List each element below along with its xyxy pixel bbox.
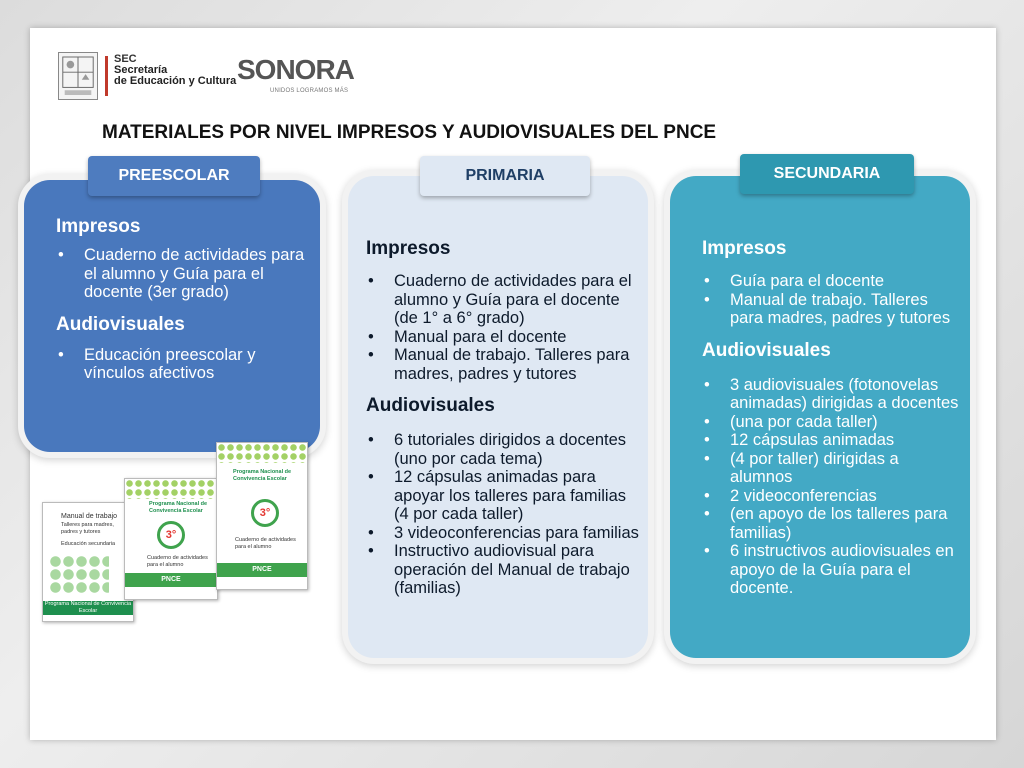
secundaria-impresos-heading: Impresos bbox=[702, 238, 787, 259]
secundaria-audiovisuales-heading: Audiovisuales bbox=[702, 339, 831, 361]
list-item: • Manual de trabajo. Talleres para madres, padres y tutores bbox=[702, 291, 962, 328]
sec-line1: Secretaría bbox=[114, 64, 168, 76]
book-label: PNCE bbox=[125, 573, 217, 587]
hexagon-pattern bbox=[49, 555, 109, 595]
sonora-wordmark: SONORA bbox=[237, 54, 354, 85]
state-crest-icon bbox=[58, 52, 98, 100]
list-item: • Guía para el docente bbox=[702, 272, 962, 291]
secundaria-audiovisuales-list bbox=[702, 376, 962, 598]
primaria-audiovisuales-heading: Audiovisuales bbox=[366, 395, 495, 416]
book-cover-manual-trabajo bbox=[42, 502, 134, 622]
book-caption: Cuaderno de actividades para el alumno bbox=[147, 555, 208, 568]
sec-abbr: SEC bbox=[114, 53, 137, 65]
list-item: • 6 tutoriales dirigidos a docentes bbox=[366, 431, 641, 450]
book-header: Programa Nacional de Convivencia Escolar bbox=[149, 501, 208, 514]
book-title: Manual de trabajo bbox=[61, 513, 118, 520]
list-item: • 12 cápsulas animadas para apoyar los talleres para familias (4 por cada taller) bbox=[366, 468, 641, 524]
secundaria-impresos-list bbox=[702, 272, 962, 328]
grade-badge: 3° bbox=[251, 499, 279, 527]
page-title: MATERIALES POR NIVEL IMPRESOS Y AUDIOVISUALES DEL PNCE bbox=[102, 122, 717, 143]
book-header: Programa Nacional de Convivencia Escolar bbox=[233, 469, 292, 482]
preescolar-audiovisuales-list bbox=[56, 346, 306, 383]
book-cover-cuaderno-primaria bbox=[124, 478, 218, 600]
list-item: • Instructivo audiovisual para operación del Manual de trabajo (familias) bbox=[366, 542, 641, 598]
list-item: • (en apoyo de los talleres para familias) bbox=[702, 505, 962, 542]
book-level: Educación secundaria bbox=[61, 541, 116, 547]
list-item: • 6 instructivos audiovisuales en apoyo de la Guía para el docente. bbox=[702, 542, 962, 598]
list-item: • Cuaderno de actividades para el alumno y Guía para el docente (de 1° a 6° grado) bbox=[366, 272, 641, 328]
list-item: • Manual de trabajo. Talleres para madres, padres y tutores bbox=[366, 346, 641, 383]
list-item: • 3 audiovisuales (fotonovelas animadas) dirigidas a docentes bbox=[702, 376, 962, 413]
book-subtitle: Talleres para madres, padres y tutores bbox=[61, 522, 114, 535]
primaria-impresos-heading: Impresos bbox=[366, 238, 451, 259]
grade-badge: 3° bbox=[157, 521, 185, 549]
sonora-logo bbox=[237, 54, 377, 98]
preescolar-impresos-heading: Impresos bbox=[56, 216, 141, 237]
list-item: • Cuaderno de actividades para el alumno y Guía para el docente (3er grado) bbox=[56, 246, 306, 302]
primaria-audiovisuales-list bbox=[366, 431, 641, 598]
panel-secundaria bbox=[670, 176, 970, 658]
sonora-tagline: UNIDOS LOGRAMOS MÁS bbox=[270, 88, 349, 94]
list-item: • (una por cada taller) bbox=[702, 413, 962, 432]
list-item: • 12 cápsulas animadas bbox=[702, 431, 962, 450]
sec-logo-text bbox=[114, 54, 236, 87]
dot-pattern bbox=[217, 443, 307, 463]
preescolar-audiovisuales-heading: Audiovisuales bbox=[56, 313, 185, 335]
dot-pattern bbox=[125, 479, 217, 499]
list-item: • 2 videoconferencias bbox=[702, 487, 962, 506]
tab-preescolar: PREESCOLAR bbox=[88, 156, 260, 196]
sec-line2: de Educación y Cultura bbox=[114, 75, 237, 87]
panel-primaria bbox=[348, 176, 648, 658]
book-label: PNCE bbox=[217, 563, 307, 577]
list-item: • Educación preescolar y vínculos afectivos bbox=[56, 346, 306, 383]
panel-preescolar bbox=[24, 180, 320, 452]
book-footer: Programa Nacional de Convivencia Escolar bbox=[44, 601, 132, 614]
preescolar-impresos-list bbox=[56, 246, 306, 302]
list-item: • (4 por taller) dirigidas a alumnos bbox=[702, 450, 962, 487]
list-item: • 3 videoconferencias para familias bbox=[366, 524, 641, 543]
list-item: • Manual para el docente bbox=[366, 328, 641, 347]
tab-primaria: PRIMARIA bbox=[420, 156, 590, 196]
slide bbox=[30, 28, 996, 740]
primaria-impresos-list bbox=[366, 272, 641, 383]
book-cover-cuaderno-secundaria bbox=[216, 442, 308, 590]
tab-secundaria: SECUNDARIA bbox=[740, 154, 914, 194]
book-caption: Cuaderno de actividades para el alumno bbox=[235, 537, 296, 550]
list-item: (uno por cada tema) bbox=[394, 449, 543, 468]
sec-divider bbox=[105, 56, 108, 96]
